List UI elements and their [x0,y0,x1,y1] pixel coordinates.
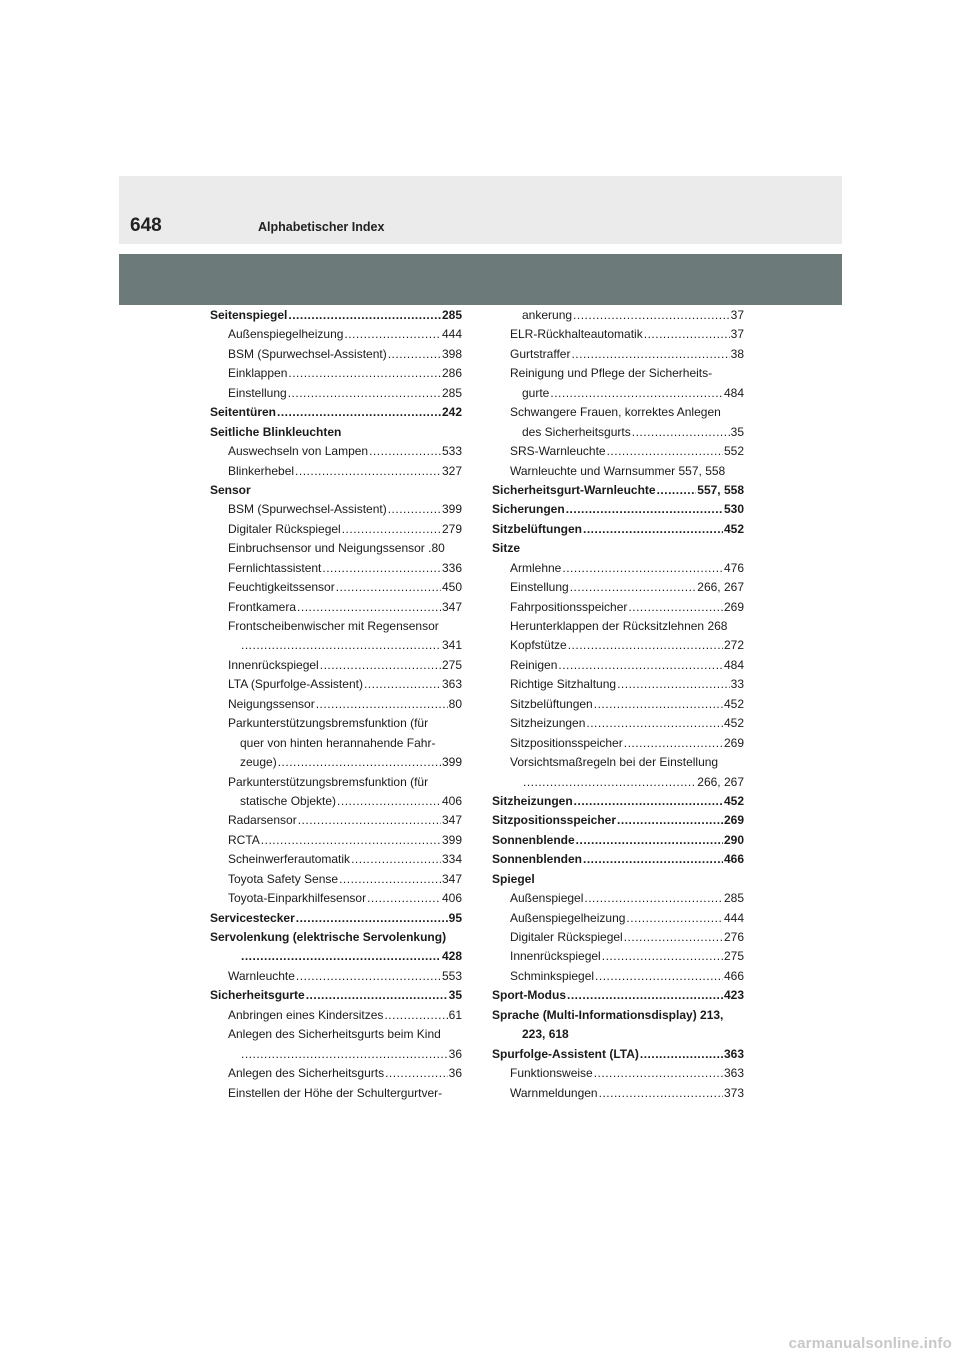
dot-leader [632,423,730,442]
index-entry [492,967,744,986]
index-entry [492,734,744,753]
entry-label: Scheinwerferautomatik [228,852,351,867]
entry-label: Toyota-Einparkhilfesensor [228,891,367,906]
entry-label: Einklappen [228,366,288,381]
index-entry [210,1045,462,1064]
entry-page-number: 275 [723,949,744,964]
index-entry-heading [210,986,462,1005]
index-entry [210,384,462,403]
entry-page-number: 530 [723,502,744,517]
entry-label: Auswechseln von Lampen [228,444,369,459]
dot-leader [599,1084,723,1103]
entry-label: Digitaler Rückspiegel [510,930,623,944]
entry-label: Anlegen des Sicherheitsgurts beim Kind [228,1027,441,1042]
index-entry [210,656,462,675]
entry-label: Radarsensor [228,813,297,828]
entry-page-number: 242 [441,405,462,420]
dot-leader [367,889,441,908]
dot-leader [586,714,723,733]
entry-page-number: 399 [441,832,462,847]
dot-leader [344,325,441,344]
index-entry [492,1064,744,1083]
dot-leader [602,947,723,966]
index-entry [210,520,462,539]
index-entry [210,325,462,344]
index-entry [210,1006,462,1025]
entry-page-number: 444 [723,910,744,925]
index-entry [492,947,744,966]
index-entry [210,695,462,714]
dot-leader [628,598,723,617]
index-entry [492,753,744,772]
entry-label: LTA (Spurfolge-Assistent) [228,677,363,692]
dot-leader [306,986,448,1005]
index-entry [210,578,462,597]
entry-label: Neigungssensor [228,696,315,711]
dot-leader [562,559,723,578]
dot-leader [388,345,441,364]
header-bar [119,254,842,305]
entry-label: Innenrückspiegel [510,949,601,964]
index-entry [492,656,744,675]
index-entry [210,442,462,461]
dot-leader [640,1045,723,1064]
entry-page-number: 444 [441,327,462,342]
index-entry [210,1064,462,1083]
dot-leader [288,384,441,403]
entry-page-number: 327 [441,463,462,478]
entry-label: Frontkamera [228,599,297,614]
index-entry [492,1084,744,1103]
index-column-left [210,306,462,1103]
index-entry [210,792,462,811]
entry-label: Kopfstütze [510,638,567,653]
index-entry [210,734,462,753]
entry-label: Sensor [210,482,251,497]
entry-label: Servicestecker [210,910,295,925]
dot-leader [570,578,697,597]
entry-label: Sicherheitsgurt-Warnleuchte [492,482,656,497]
entry-label: Fernlichtassistent [228,560,322,575]
dot-leader [617,811,723,830]
index-entry [210,773,462,792]
entry-label: Spurfolge-Assistent (LTA) [492,1046,639,1061]
index-entry [210,617,462,636]
entry-label: zeuge) [240,755,277,770]
index-entry [492,559,744,578]
entry-label: Reinigung und Pflege der Sicherheits- [510,366,713,381]
dot-leader [574,792,723,811]
entry-page-number: 363 [723,1046,744,1061]
entry-page-number: 269 [723,813,744,828]
dot-leader [594,695,723,714]
index-entry [492,462,744,481]
entry-label: Sitzbelüftungen [492,521,582,536]
entry-label: ELR-Rückhalteautomatik [510,327,643,342]
index-entry [492,928,744,947]
index-entry-heading [492,986,744,1005]
index-entry-heading [492,520,744,539]
dot-leader [385,1064,448,1083]
entry-label: Innenrückspiegel [228,657,319,672]
entry-page-number: 452 [723,521,744,536]
index-entry [210,636,462,655]
entry-page-number: 266, 267 [697,774,744,789]
dot-leader [657,481,697,500]
index-entry [210,1084,462,1103]
entry-page-number: 35 [730,424,744,439]
index-entry-heading [210,928,462,947]
entry-label: Sitze [492,541,521,556]
entry-page-number: 398 [441,346,462,361]
index-entry [210,462,462,481]
index-entry [492,598,744,617]
dot-leader [296,909,448,928]
entry-page-number: 373 [723,1085,744,1100]
entry-label: Einstellen der Höhe der Schultergurtver- [228,1085,443,1100]
index-entry [492,384,744,403]
index-column-right [492,306,744,1103]
entry-label: Seitenspiegel [210,308,288,322]
entry-page-number: 399 [441,502,462,517]
dot-leader [322,559,441,578]
entry-page-number: 399 [441,755,462,770]
entry-label: Warnmeldungen [510,1085,598,1100]
index-entry-heading [210,306,462,325]
index-entry [492,636,744,655]
index-entry [492,714,744,733]
entry-label: Parkunterstützungsbremsfunktion (für [228,774,429,789]
index-entry-heading [492,870,744,889]
index-entry-heading [492,850,744,869]
dot-leader [626,909,723,928]
index-entry-heading [492,811,744,830]
entry-label: Herunterklappen der Rücksitzlehnen 268 [510,619,728,633]
entry-page-number: 484 [723,385,744,400]
entry-page-number: 80 [448,696,462,711]
entry-label: ankerung [522,308,573,322]
header-band [119,176,842,244]
dot-leader [369,442,441,461]
entry-label: Sprache (Multi-Informationsdisplay) 213, [492,1007,724,1022]
dot-leader [624,734,723,753]
dot-leader [296,967,441,986]
dot-leader [568,636,723,655]
index-entry [210,559,462,578]
entry-label: Armlehne [510,560,562,575]
entry-page-number: 279 [441,521,462,536]
index-entry [210,811,462,830]
entry-page-number: 406 [441,793,462,808]
entry-label: Einstellung [228,385,287,400]
entry-label: SRS-Warnleuchte [510,444,606,459]
entry-page-number: 557, 558 [697,482,744,497]
entry-page-number: 33 [730,677,744,692]
dot-leader [295,462,441,481]
entry-page-number: 452 [723,793,744,808]
dot-leader [594,1064,723,1083]
index-entry-heading [210,909,462,928]
index-entry [210,947,462,966]
dot-leader [320,656,441,675]
entry-label: Sonnenblende [492,832,575,847]
dot-leader [241,947,441,966]
entry-page-number: 285 [441,308,462,322]
index-entry [210,889,462,908]
index-entry [210,539,462,558]
entry-label: Blinkerhebel [228,463,295,478]
index-entry [492,1025,744,1044]
dot-leader [288,364,441,383]
entry-page-number: 484 [723,657,744,672]
page-number: 648 [130,215,162,236]
dot-leader [617,675,730,694]
dot-leader [584,889,723,908]
dot-leader [567,986,723,1005]
entry-page-number: 61 [448,1007,462,1022]
entry-label: Warnleuchte [228,968,295,983]
dot-leader [644,325,730,344]
dot-leader [558,656,723,675]
entry-label: Sicherheitsgurte [210,988,305,1003]
dot-leader [277,403,441,422]
dot-leader [241,1045,448,1064]
entry-label: Fahrpositionsspeicher [510,599,628,614]
dot-leader [384,1006,447,1025]
dot-leader [316,695,448,714]
index-entry [492,909,744,928]
entry-page-number: 423 [723,988,744,1003]
entry-page-number: 452 [723,696,744,711]
entry-label: Außenspiegelheizung [228,327,344,342]
entry-page-number: 363 [441,677,462,692]
entry-label: Außenspiegel [510,891,584,906]
entry-page-number: 553 [441,968,462,983]
index-entry [492,345,744,364]
entry-label: Spiegel [492,871,535,886]
index-entry [492,578,744,597]
index-entry-heading [210,481,462,500]
entry-page-number: 450 [441,580,462,595]
index-entry-heading [492,1006,744,1025]
section-title: Alphabetischer Index [258,220,385,234]
watermark-logo[interactable]: carmanualsonline.info [788,1335,952,1352]
entry-label: Digitaler Rückspiegel [228,521,341,536]
index-entry [210,364,462,383]
entry-page-number: 269 [723,599,744,614]
index-entry [492,889,744,908]
entry-label: Sicherungen [492,502,565,517]
dot-leader [278,753,441,772]
index-entry-heading [492,792,744,811]
entry-label: Vorsichtsmaßregeln bei der Einstellung [510,755,719,770]
dot-leader [566,500,723,519]
entry-label: Servolenkung (elektrische Servolenkung) [210,930,447,944]
entry-label: quer von hinten herannahende Fahr- [240,735,436,750]
dot-leader [298,811,441,830]
index-entry [492,442,744,461]
entry-label: Frontscheibenwischer mit Regensensor [228,619,439,633]
entry-page-number: 552 [723,444,744,459]
entry-label: Einstellung [510,580,569,595]
entry-page-number: 286 [441,366,462,381]
entry-label: Seitentüren [210,405,277,420]
dot-leader [607,442,723,461]
entry-label: gurte [522,385,550,400]
entry-label: Sitzpositionsspeicher [492,813,617,828]
index-entry [210,714,462,733]
index-entry [492,364,744,383]
index-entry [492,675,744,694]
entry-label: Gurtstraffer [510,346,571,361]
dot-leader [261,831,441,850]
index-entry [210,870,462,889]
dot-leader [571,345,729,364]
entry-page-number: 37 [730,327,744,342]
entry-page-number: 406 [441,891,462,906]
dot-leader [337,792,441,811]
dot-leader [342,520,441,539]
entry-label: Funktionsweise [510,1066,593,1081]
index-entry-heading [492,500,744,519]
index-entry [210,345,462,364]
entry-page-number: 38 [730,346,744,361]
entry-label: BSM (Spurwechsel-Assistent) [228,346,387,361]
entry-page-number: 276 [723,930,744,944]
entry-page-number: 334 [441,852,462,867]
entry-label: Einbruchsensor und Neigungssensor .80 [228,541,445,556]
entry-page-number: 336 [441,560,462,575]
index-entry [492,773,744,792]
entry-label: Warnleuchte und Warnsummer 557, 558 [510,463,726,478]
entry-page-number: 363 [723,1066,744,1081]
entry-page-number: 428 [441,949,462,964]
entry-label: des Sicherheitsgurts [522,424,631,439]
dot-leader [388,500,441,519]
entry-label: Feuchtigkeitssensor [228,580,335,595]
entry-label: 223, 618 [522,1027,569,1042]
index-entry [210,598,462,617]
dot-leader [297,598,441,617]
entry-page-number: 533 [441,444,462,459]
dot-leader [523,773,696,792]
entry-label: Schwangere Frauen, korrektes Anlegen [510,405,721,420]
entry-label: Toyota Safety Sense [228,871,339,886]
entry-page-number: 285 [723,891,744,906]
index-entry [492,403,744,422]
dot-leader [576,831,723,850]
dot-leader [339,870,441,889]
entry-page-number: 266, 267 [697,580,744,595]
index-entry [492,325,744,344]
dot-leader [595,967,723,986]
entry-page-number: 347 [441,813,462,828]
entry-label: BSM (Spurwechsel-Assistent) [228,502,387,517]
dot-leader [624,928,723,947]
dot-leader [364,675,441,694]
index-entry-heading [210,423,462,442]
index-entry-heading [492,1045,744,1064]
dot-leader [241,636,441,655]
entry-label: Anlegen des Sicherheitsgurts [228,1066,385,1081]
entry-page-number: 275 [441,657,462,672]
entry-page-number: 341 [441,638,462,653]
index-entry [210,675,462,694]
index-entry [210,967,462,986]
index-entry [492,423,744,442]
index-entry [210,831,462,850]
entry-label: Sitzheizungen [510,716,586,731]
entry-page-number: 272 [723,638,744,653]
index-entry-heading [492,539,744,558]
dot-leader [288,306,441,325]
entry-page-number: 466 [723,968,744,983]
entry-page-number: 452 [723,716,744,731]
entry-label: Reinigen [510,657,558,672]
entry-label: Schminkspiegel [510,968,595,983]
entry-label: statische Objekte) [240,793,337,808]
index-entry [210,753,462,772]
dot-leader [336,578,441,597]
dot-leader [573,306,730,325]
entry-label: Seitliche Blinkleuchten [210,424,342,439]
entry-page-number: 476 [723,560,744,575]
entry-label: Sonnenblenden [492,852,582,867]
index-entry-heading [492,481,744,500]
index-entry [210,850,462,869]
index-entry [492,695,744,714]
dot-leader [583,850,723,869]
dot-leader [351,850,441,869]
entry-label: RCTA [228,832,260,847]
entry-label: Sitzpositionsspeicher [510,735,623,750]
entry-page-number: 37 [730,308,744,322]
entry-label: Richtige Sitzhaltung [510,677,617,692]
entry-label: Anbringen eines Kindersitzes [228,1007,384,1022]
entry-label: Parkunterstützungsbremsfunktion (für [228,716,429,731]
entry-page-number: 269 [723,735,744,750]
dot-leader [583,520,723,539]
entry-page-number: 347 [441,871,462,886]
entry-label: Außenspiegelheizung [510,910,626,925]
entry-page-number: 466 [723,852,744,867]
index-entry [492,306,744,325]
entry-page-number: 285 [441,385,462,400]
index-entry [492,617,744,636]
entry-page-number: 290 [723,832,744,847]
index-entry-heading [210,403,462,422]
index-entry [210,500,462,519]
entry-label: Sitzheizungen [492,793,573,808]
index-entry-heading [492,831,744,850]
entry-page-number: 35 [448,988,462,1003]
entry-page-number: 95 [448,910,462,925]
entry-page-number: 36 [448,1046,462,1061]
entry-label: Sitzbelüftungen [510,696,593,711]
index-entry [210,1025,462,1044]
entry-label: Sport-Modus [492,988,566,1003]
entry-page-number: 36 [448,1066,462,1081]
dot-leader [550,384,723,403]
entry-page-number: 347 [441,599,462,614]
